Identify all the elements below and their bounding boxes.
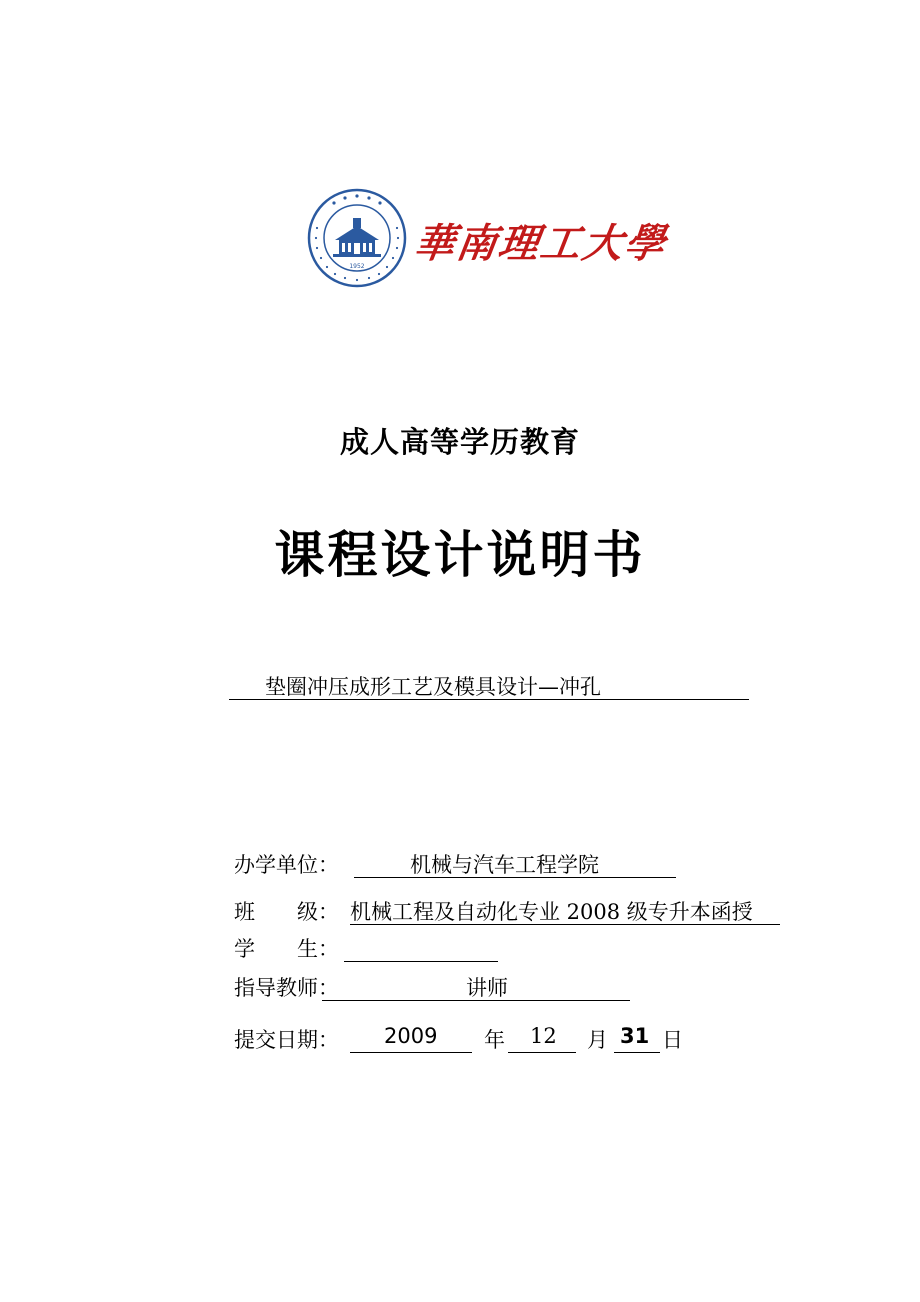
university-logo (307, 188, 670, 288)
project-title: 垫圈冲压成形工艺及模具设计—冲孔 (265, 675, 601, 699)
year-field (350, 1024, 472, 1053)
project-title-line (229, 671, 749, 700)
school-value: 机械与汽车工程学院 (410, 853, 599, 877)
advisor-value: 讲师 (466, 976, 508, 1000)
subtitle: 成人高等学历教育 (339, 425, 580, 459)
year-unit: 年 (484, 1028, 505, 1052)
university-wordmark: 華南理工大學 (411, 220, 670, 267)
student-label: 学 生： (234, 937, 339, 961)
school-label: 办学单位： (234, 853, 339, 877)
day-field (614, 1024, 660, 1053)
day-value: 31 (620, 1024, 650, 1048)
month-value: 12 (530, 1024, 557, 1048)
day-unit: 日 (662, 1028, 683, 1052)
class-field (350, 896, 780, 925)
student-field (344, 933, 498, 962)
advisor-field (322, 972, 630, 1001)
page-title: 课程设计说明书 (274, 526, 646, 584)
month-unit: 月 (587, 1028, 608, 1052)
month-field (508, 1024, 576, 1053)
advisor-label: 指导教师： (234, 976, 339, 1000)
university-seal-icon (307, 188, 407, 288)
class-value: 机械工程及自动化专业 2008 级专升本函授 (350, 900, 753, 924)
seal-year: 1952 (349, 263, 365, 270)
school-field (354, 849, 676, 878)
class-label: 班 级： (234, 900, 339, 924)
year-value: 2009 (384, 1024, 438, 1048)
date-label: 提交日期： (234, 1028, 339, 1052)
